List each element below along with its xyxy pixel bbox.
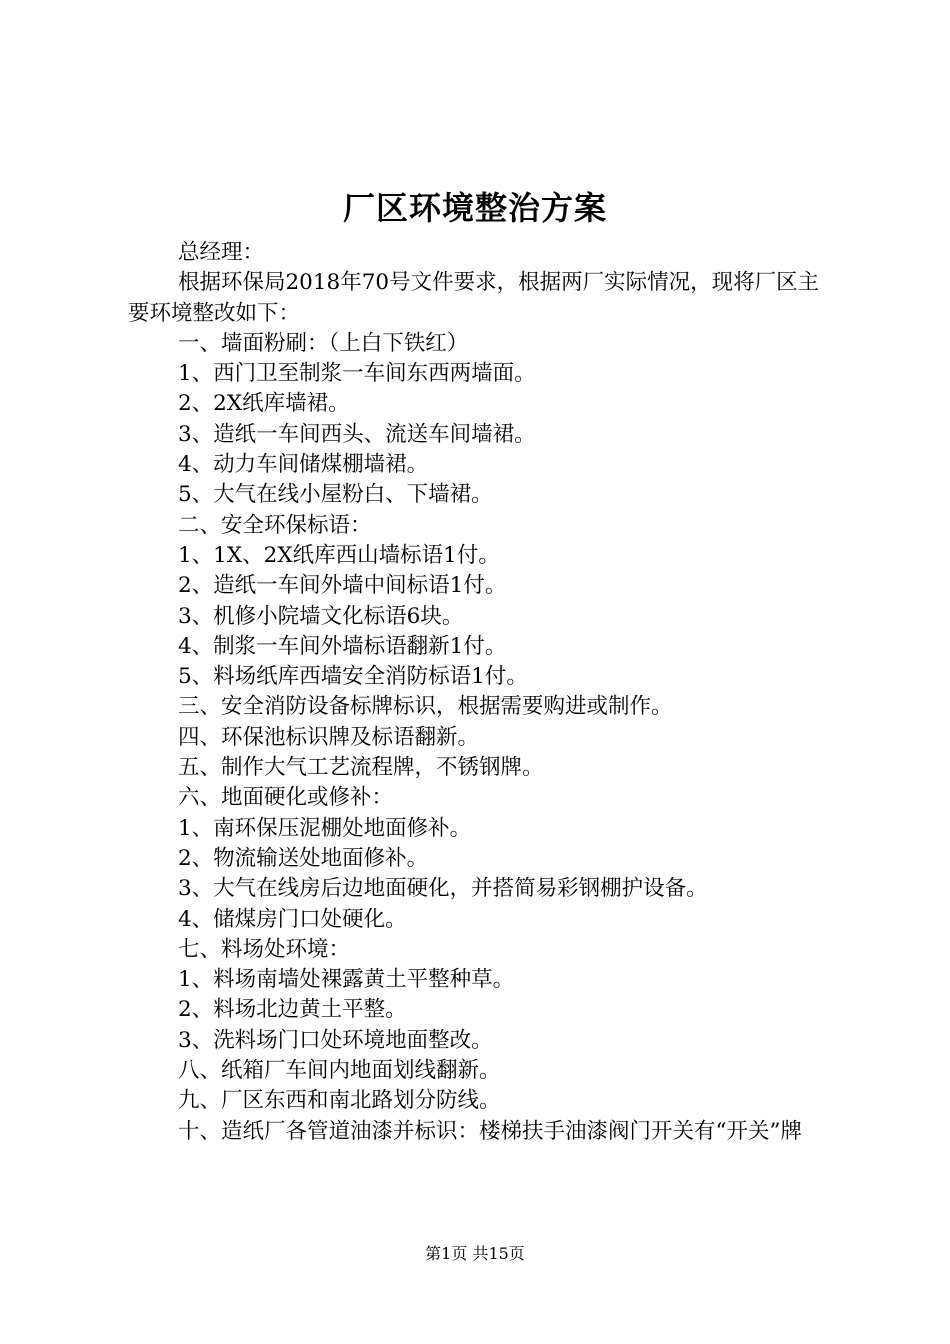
- section-heading: 十、造纸厂各管道油漆并标识：楼梯扶手油漆阀门开关有“开关”牌: [178, 1118, 802, 1144]
- list-item: 1、西门卫至制浆一车间东西两墙面。: [178, 361, 536, 387]
- section-heading: 五、制作大气工艺流程牌，不锈钢牌。: [178, 755, 544, 781]
- list-item: 1、南环保压泥棚处地面修补。: [178, 815, 472, 841]
- section-heading: 一、墙面粉刷：（上白下铁红）: [178, 330, 469, 356]
- list-item: 4、储煤房门口处硬化。: [178, 906, 407, 932]
- list-item: 2、物流输送处地面修补。: [178, 845, 429, 871]
- list-item: 3、洗料场门口处环境地面整改。: [178, 1027, 493, 1053]
- page-footer: 第1页 共15页: [425, 1244, 525, 1263]
- section-heading: 七、料场处环境：: [178, 936, 351, 962]
- list-item: 3、大气在线房后边地面硬化，并搭简易彩钢棚护设备。: [178, 876, 708, 902]
- list-item: 4、制浆一车间外墙标语翻新1付。: [178, 633, 507, 659]
- section-heading: 四、环保池标识牌及标语翻新。: [178, 724, 480, 750]
- list-item: 2、造纸一车间外墙中间标语1付。: [178, 573, 507, 599]
- list-item: 5、料场纸库西墙安全消防标语1付。: [178, 664, 528, 690]
- section-heading: 八、纸箱厂车间内地面划线翻新。: [178, 1058, 501, 1084]
- section-heading: 三、安全消防设备标牌标识，根据需要购进或制作。: [178, 694, 673, 720]
- section-heading: 六、地面硬化或修补：: [178, 785, 394, 811]
- list-item: 1、料场南墙处裸露黄土平整种草。: [178, 967, 515, 993]
- list-item: 5、大气在线小屋粉白、下墙裙。: [178, 482, 493, 508]
- list-item: 4、动力车间储煤棚墙裙。: [178, 452, 429, 478]
- list-item: 1、1X、2X纸库西山墙标语1付。: [178, 542, 500, 568]
- list-item: 2、料场北边黄土平整。: [178, 997, 407, 1023]
- document-body: [128, 238, 838, 1147]
- list-item: 3、机修小院墙文化标语6块。: [178, 603, 464, 629]
- list-item: 3、造纸一车间西头、流送车间墙裙。: [178, 421, 536, 447]
- section-heading: 九、厂区东西和南北路划分防线。: [178, 1088, 501, 1114]
- section-heading: 二、安全环保标语：: [178, 512, 372, 538]
- document-title: 厂区环境整治方案: [342, 189, 607, 227]
- list-item: 2、2X纸库墙裙。: [178, 391, 350, 417]
- intro-paragraph: 根据环保局2018年70号文件要求，根据两厂实际情况，现将厂区主要环境整改如下：: [128, 270, 820, 326]
- salutation: 总经理：: [178, 240, 265, 265]
